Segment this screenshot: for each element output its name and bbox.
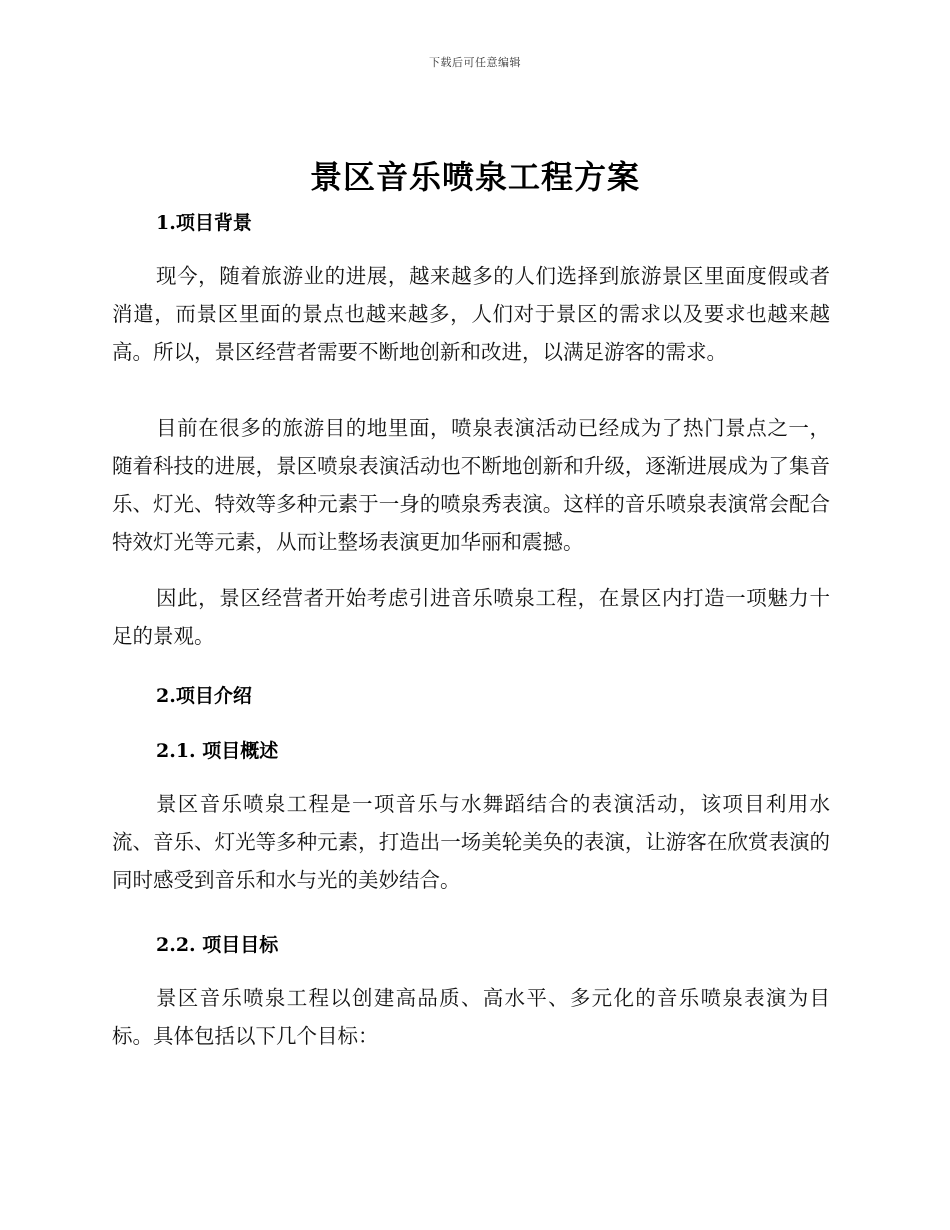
paragraph-background-3: 因此，景区经营者开始考虑引进音乐喷泉工程，在景区内打造一项魅力十足的景观。 [112,586,830,648]
subsection-heading-overview: 2.1. 项目概述 [156,740,279,762]
page-header-note: 下载后可任意编辑 [429,56,521,69]
section-heading-background: 1.项目背景 [156,212,252,234]
paragraph-overview-1: 景区音乐喷泉工程是一项音乐与水舞蹈结合的表演活动，该项目利用水流、音乐、灯光等多种元素，打造出一场美轮美奂的表演，让游客在欣赏表演的同时感受到音乐和水与光的美妙结合。 [112,792,830,892]
paragraph-background-2: 目前在很多的旅游目的地里面，喷泉表演活动已经成为了热门景点之一，随着科技的进展，景区喷泉表演活动也不断地创新和升级，逐渐进展成为了集音乐、灯光、特效等多种元素于一身的喷泉秀表演。这样的音乐喷泉表演常会配合特效灯光等元素，从而让整场表演更加华丽和震撼。 [112,416,830,554]
subsection-heading-goals: 2.2. 项目目标 [156,934,279,956]
paragraph-background-1: 现今，随着旅游业的进展，越来越多的人们选择到旅游景区里面度假或者消遣，而景区里面的景点也越来越多，人们对于景区的需求以及要求也越来越高。所以，景区经营者需要不断地创新和改进，以满足游客的需求。 [112,264,830,364]
paragraph-goals-1: 景区音乐喷泉工程以创建高品质、高水平、多元化的音乐喷泉表演为目标。具体包括以下几个目标： [112,986,830,1048]
document-title: 景区音乐喷泉工程方案 [309,158,640,196]
section-heading-intro: 2.项目介绍 [156,685,252,707]
